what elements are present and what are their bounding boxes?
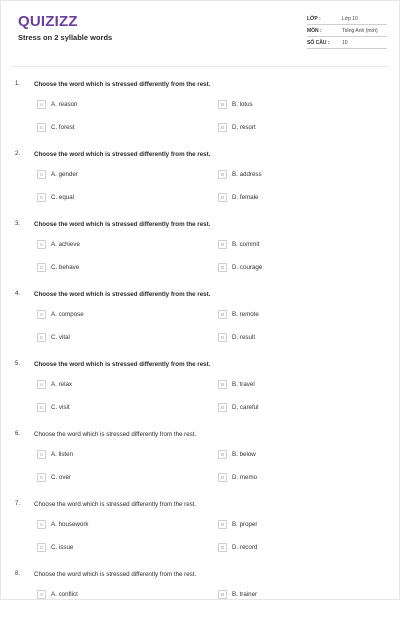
- option-letter-box: D: [218, 333, 227, 342]
- option-b[interactable]: [218, 170, 262, 179]
- question-5: [1, 361, 400, 431]
- question-number: 3.: [15, 221, 21, 227]
- option-a[interactable]: [37, 240, 80, 249]
- question-number: 1.: [15, 81, 21, 87]
- option-text: B. below: [232, 451, 256, 458]
- option-a[interactable]: [37, 450, 73, 459]
- option-b[interactable]: [218, 590, 257, 599]
- option-c[interactable]: [37, 403, 70, 412]
- question-text: Choose the word which is stressed differently from the rest.: [34, 291, 211, 298]
- option-text: C. forest: [51, 124, 75, 131]
- option-text: D. female: [232, 194, 259, 201]
- option-c[interactable]: [37, 543, 73, 552]
- option-d[interactable]: [218, 193, 258, 202]
- question-number: 6.: [15, 431, 21, 437]
- option-letter-box: B: [218, 450, 227, 459]
- option-text: D. courage: [232, 264, 263, 271]
- option-c[interactable]: [37, 123, 74, 132]
- meta-row-class: [307, 14, 387, 25]
- question-text: Choose the word which is stressed differently from the rest.: [34, 151, 211, 158]
- option-letter-box: B: [218, 520, 227, 529]
- option-d[interactable]: [218, 473, 257, 482]
- option-letter-box: D: [218, 193, 227, 202]
- option-letter-box: D: [218, 473, 227, 482]
- meta-label: MÔN :: [307, 28, 322, 34]
- option-text: A. gender: [51, 171, 78, 178]
- option-text: D. careful: [232, 404, 259, 411]
- question-number: 2.: [15, 151, 21, 157]
- option-a[interactable]: [37, 520, 89, 529]
- question-text: Choose the word which is stressed differently from the rest.: [34, 361, 211, 368]
- option-text: B. lotus: [232, 101, 253, 108]
- option-letter-box: C: [37, 543, 46, 552]
- option-text: B. commit: [232, 241, 260, 248]
- option-b[interactable]: [218, 100, 253, 109]
- option-text: A. reason: [51, 101, 78, 108]
- option-c[interactable]: [37, 193, 74, 202]
- option-text: D. resort: [232, 124, 256, 131]
- option-text: A. relax: [51, 381, 72, 388]
- option-text: A. conflict: [51, 591, 78, 598]
- option-text: A. listen: [51, 451, 74, 458]
- option-b[interactable]: [218, 520, 257, 529]
- option-letter-box: A: [37, 380, 46, 389]
- header-divider: [11, 66, 389, 67]
- option-letter-box: C: [37, 193, 46, 202]
- question-number: 8.: [15, 571, 21, 577]
- question-4: [1, 291, 400, 361]
- option-a[interactable]: [37, 100, 77, 109]
- option-text: A. achieve: [51, 241, 80, 248]
- question-text: Choose the word which is stressed differently from the rest.: [34, 431, 197, 438]
- option-b[interactable]: [218, 450, 256, 459]
- meta-value: 10: [342, 40, 348, 46]
- option-a[interactable]: [37, 310, 84, 319]
- option-c[interactable]: [37, 473, 71, 482]
- option-d[interactable]: [218, 403, 258, 412]
- quizizz-logo: QUIZIZZ: [18, 13, 78, 30]
- option-letter-box: B: [218, 310, 227, 319]
- option-d[interactable]: [218, 263, 262, 272]
- question-number: 7.: [15, 501, 21, 507]
- option-b[interactable]: [218, 310, 259, 319]
- option-text: A. housework: [51, 521, 89, 528]
- option-text: B. address: [232, 171, 262, 178]
- option-a[interactable]: [37, 170, 78, 179]
- option-text: B. proper: [232, 521, 258, 528]
- question-3: [1, 221, 400, 291]
- option-letter-box: D: [218, 263, 227, 272]
- worksheet-meta: [307, 14, 387, 50]
- question-text: Choose the word which is stressed differently from the rest.: [34, 571, 197, 578]
- option-letter-box: A: [37, 310, 46, 319]
- option-d[interactable]: [218, 123, 256, 132]
- question-text: Choose the word which is stressed differently from the rest.: [34, 501, 197, 508]
- question-7: [1, 501, 400, 571]
- option-letter-box: A: [37, 240, 46, 249]
- option-text: B. remote: [232, 311, 259, 318]
- option-letter-box: D: [218, 403, 227, 412]
- option-text: A. compose: [51, 311, 84, 318]
- option-d[interactable]: [218, 543, 257, 552]
- option-text: B. travel: [232, 381, 255, 388]
- question-text: Choose the word which is stressed differently from the rest.: [34, 81, 211, 88]
- option-letter-box: A: [37, 100, 46, 109]
- option-letter-box: C: [37, 473, 46, 482]
- option-text: C. vital: [51, 334, 70, 341]
- question-number: 4.: [15, 291, 21, 297]
- option-letter-box: A: [37, 590, 46, 599]
- option-a[interactable]: [37, 380, 72, 389]
- option-a[interactable]: [37, 590, 78, 599]
- option-text: C. over: [51, 474, 71, 481]
- meta-value: Tiếng Anh (mới): [342, 28, 378, 34]
- option-letter-box: D: [218, 123, 227, 132]
- meta-value: Lớp 10: [342, 16, 358, 22]
- option-letter-box: B: [218, 170, 227, 179]
- option-letter-box: A: [37, 170, 46, 179]
- option-c[interactable]: [37, 263, 79, 272]
- option-letter-box: C: [37, 333, 46, 342]
- option-letter-box: B: [218, 240, 227, 249]
- option-text: C. behave: [51, 264, 80, 271]
- option-text: D. result: [232, 334, 256, 341]
- option-text: B. trainer: [232, 591, 258, 598]
- meta-row-subject: [307, 26, 387, 37]
- option-text: C. equal: [51, 194, 75, 201]
- option-b[interactable]: [218, 240, 260, 249]
- option-b[interactable]: [218, 380, 255, 389]
- worksheet-title: Stress on 2 syllable words: [18, 33, 113, 42]
- option-letter-box: C: [37, 403, 46, 412]
- option-text: C. issue: [51, 544, 74, 551]
- option-letter-box: B: [218, 380, 227, 389]
- question-2: [1, 151, 400, 221]
- option-letter-box: A: [37, 450, 46, 459]
- question-1: [1, 81, 400, 151]
- question-6: [1, 431, 400, 501]
- option-letter-box: C: [37, 123, 46, 132]
- option-letter-box: C: [37, 263, 46, 272]
- question-8: [1, 571, 400, 641]
- option-text: D. record: [232, 544, 258, 551]
- question-text: Choose the word which is stressed differently from the rest.: [34, 221, 211, 228]
- option-letter-box: B: [218, 100, 227, 109]
- meta-label: LỚP :: [307, 16, 321, 22]
- option-letter-box: B: [218, 590, 227, 599]
- option-text: D. memo: [232, 474, 258, 481]
- option-d[interactable]: [218, 333, 255, 342]
- option-letter-box: D: [218, 543, 227, 552]
- question-list: [1, 81, 400, 641]
- meta-label: SỐ CÂU :: [307, 40, 330, 46]
- meta-row-count: [307, 38, 387, 49]
- option-letter-box: A: [37, 520, 46, 529]
- option-text: C. visit: [51, 404, 70, 411]
- question-number: 5.: [15, 361, 21, 367]
- option-c[interactable]: [37, 333, 70, 342]
